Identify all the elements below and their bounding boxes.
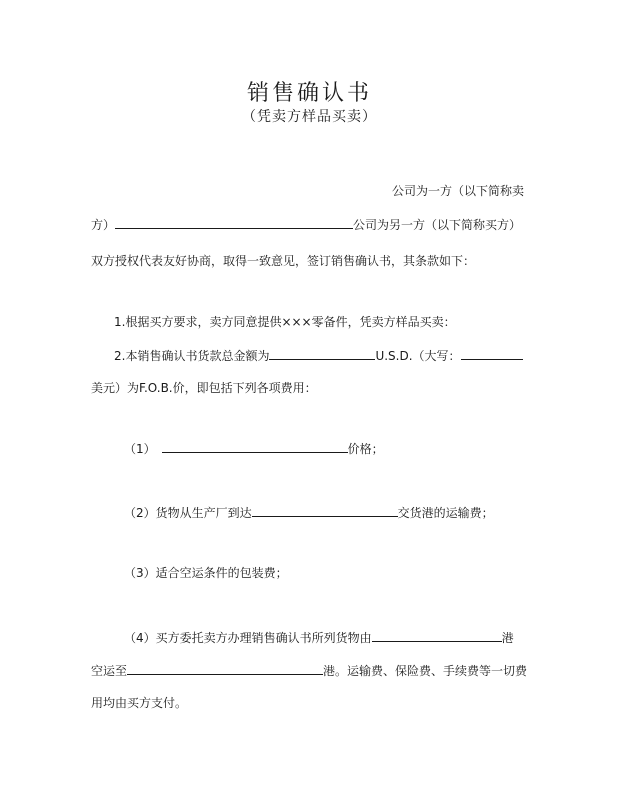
seller-clause: 公司为一方（以下简称卖 xyxy=(392,184,525,198)
destination-port-blank xyxy=(127,662,323,675)
item-3-text: 适合空运条件的包装费； xyxy=(155,566,288,580)
item-4-line-2 xyxy=(91,662,527,679)
item-4-before: 买方委托卖方办理销售确认书所列货物由 xyxy=(155,631,372,645)
amount-words-blank xyxy=(461,347,523,360)
agreement-text: 双方授权代表友好协商，取得一致意见，签订销售确认书，其条款如下： xyxy=(91,254,476,268)
item-1 xyxy=(124,440,384,457)
buyer-clause-line xyxy=(91,216,521,233)
item-1-after: 价格； xyxy=(347,442,384,456)
delivery-port-blank xyxy=(252,504,398,517)
item-4-num: （4） xyxy=(124,631,156,645)
price-blank xyxy=(162,440,348,453)
amount-blank xyxy=(269,347,375,360)
clause-1: 1.根据买方要求，卖方同意提供×××零备件，凭卖方样品买卖： xyxy=(114,315,456,329)
buyer-clause: 公司为另一方（以下简称买方） xyxy=(353,218,522,232)
item-4-line-3: 用均由买方支付。 xyxy=(91,696,188,710)
seller-word: 方） xyxy=(91,218,116,232)
item-2-after: 交货港的运输费； xyxy=(397,506,494,520)
origin-port-blank xyxy=(372,629,502,642)
item-2-num: （2） xyxy=(124,506,156,520)
clause-2-cont: 美元）为F.O.B.价，即包括下列各项费用： xyxy=(91,381,317,395)
item-4-line2-before: 空运至 xyxy=(91,664,128,678)
item-4 xyxy=(124,629,514,646)
clause-2-currency: U.S.D.（大写： xyxy=(375,349,461,363)
item-4-after: 港 xyxy=(501,631,514,645)
document-title: 销售确认书 xyxy=(246,81,372,106)
document-subtitle: （凭卖方样品买卖） xyxy=(242,109,377,125)
item-3-num: （3） xyxy=(124,566,156,580)
item-4-line2-after: 港。运输费、保险费、手续费等一切费 xyxy=(323,664,528,678)
item-2 xyxy=(124,504,494,521)
item-2-before: 货物从生产厂到达 xyxy=(155,506,252,520)
item-1-num: （1） xyxy=(124,442,156,456)
buyer-company-blank xyxy=(115,216,353,229)
clause-2 xyxy=(114,347,523,364)
item-3 xyxy=(124,565,288,581)
clause-2-prefix: 2.本销售确认书货款总金额为 xyxy=(114,349,270,363)
